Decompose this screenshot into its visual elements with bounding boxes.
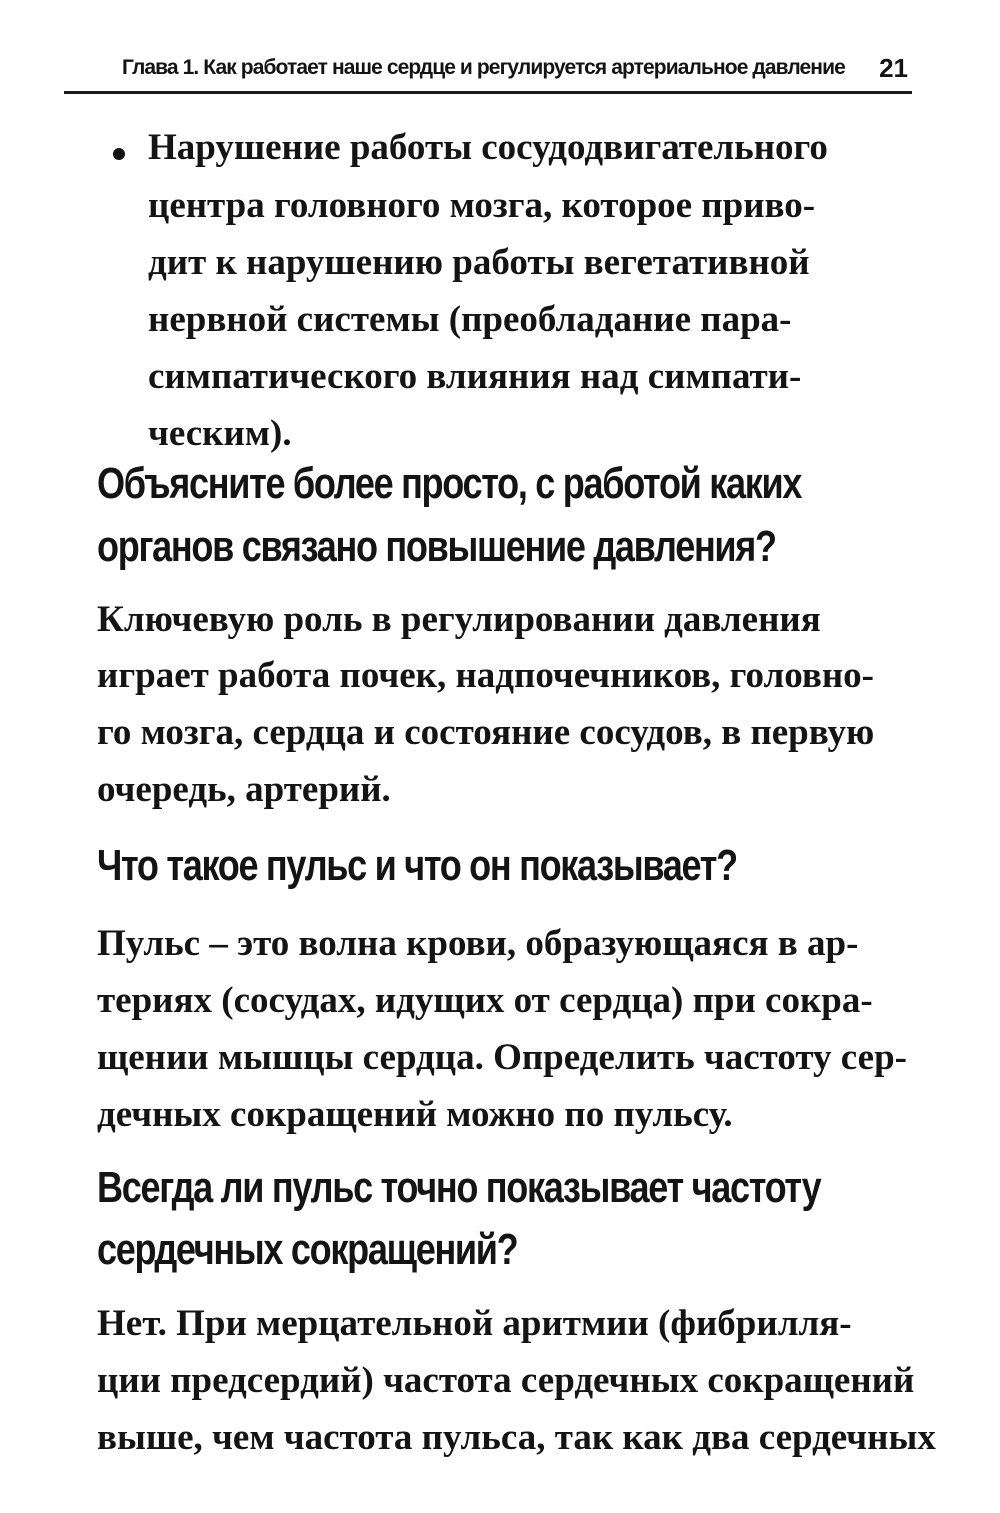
- bullet-icon: [113, 148, 125, 160]
- bullet-line: дит к нарушению работы вегетативной: [148, 242, 810, 283]
- paragraph-line: дечных сокращений можно по пульсу.: [97, 1094, 733, 1135]
- paragraph-line: выше, чем частота пульса, так как два сердечных: [97, 1417, 936, 1458]
- bullet-line: ческим).: [148, 413, 292, 454]
- section-heading: Всегда ли пульс точно показывает частоту: [97, 1163, 821, 1212]
- paragraph-line: очередь, артерий.: [97, 769, 391, 810]
- section-heading: органов связано повышение давления?: [97, 522, 776, 571]
- section-heading: Что такое пульс и что он показывает?: [97, 841, 737, 890]
- paragraph-line: играет работа почек, надпочечников, головно-: [97, 655, 874, 696]
- section-heading: сердечных сокращений?: [97, 1225, 518, 1274]
- bullet-line: Нарушение работы сосудодвигательного: [148, 127, 828, 168]
- section-heading: Объясните более просто, с работой каких: [97, 459, 802, 508]
- paragraph-line: го мозга, сердца и состояние сосудов, в первую: [97, 712, 875, 753]
- bullet-line: центра головного мозга, которое приво-: [148, 185, 816, 226]
- running-title: Глава 1. Как работает наше сердце и регулируется артериальное давление: [122, 56, 845, 79]
- paragraph-line: Нет. При мерцательной аритмии (фибрилля-: [97, 1303, 852, 1344]
- bullet-line: симпатического влияния над симпати-: [148, 356, 802, 397]
- paragraph-line: териях (сосудах, идущих от сердца) при сокра-: [97, 980, 873, 1021]
- running-header: [64, 50, 912, 94]
- paragraph-line: ции предсердий) частота сердечных сокращений: [97, 1360, 915, 1401]
- paragraph-line: Пульс – это волна крови, образующаяся в ар-: [97, 923, 859, 964]
- bullet-line: нервной системы (преобладание пара-: [148, 299, 792, 340]
- page-number: 21: [879, 53, 908, 83]
- paragraph-line: щении мышцы сердца. Определить частоту сер-: [97, 1037, 908, 1078]
- paragraph-line: Ключевую роль в регулировании давления: [97, 599, 821, 640]
